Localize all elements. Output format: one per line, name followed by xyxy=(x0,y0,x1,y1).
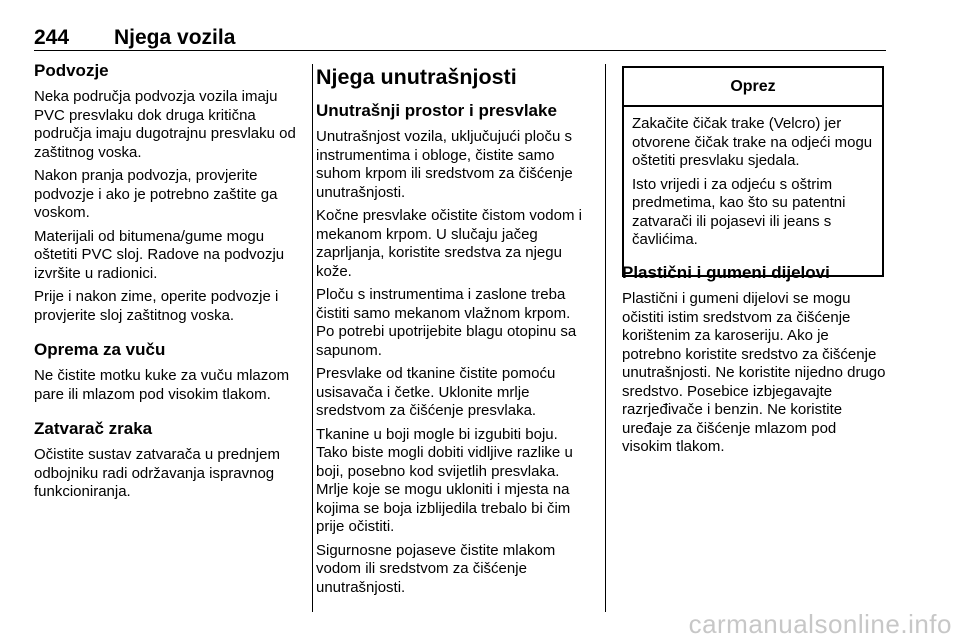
caution-box xyxy=(622,66,884,277)
paragraph: Plastični i gumeni dijelovi se mogu očistiti istim sredstvom za čišćenje korištenim za karoseriju. Ako je potrebno koristite sredstvo za čišćenje unutrašnjosti. Ne koristite nijedno drugo sredstvo. Posebice izbjegavajte razrjeđivače i benzin. Ne koristite uređaje za čišćenje mlazom pod visokim tlakom. xyxy=(622,290,886,455)
subsection-title: Unutrašnji prostor i presvlake xyxy=(316,101,557,120)
paragraph: Unutrašnjost vozila, uključujući ploču s instrumentima i obloge, čistite samo suhom krpom ili sredstvom za čišćenje unutrašnjosti. xyxy=(316,128,573,201)
middle-column xyxy=(316,60,592,602)
section-podvozje xyxy=(34,60,302,325)
section-title: Oprema za vuču xyxy=(34,340,166,359)
paragraph: Materijali od bitumena/gume mogu oštetiti PVC sloj. Radove na podvozju izvršite u radionici. xyxy=(34,227,285,282)
right-column xyxy=(622,262,890,462)
section-oprema-za-vucu xyxy=(34,339,302,404)
section-title: Njega unutrašnjosti xyxy=(316,65,517,89)
caution-title: Oprez xyxy=(624,68,882,107)
paragraph: Neka područja podvozja vozila imaju PVC presvlaku dok druga kritična područja imaju dugotrajnu presvlaku od zaštitnog voska. xyxy=(34,88,296,161)
section-zatvarac-zraka xyxy=(34,418,302,502)
page-number: 244 xyxy=(34,26,70,49)
column-divider xyxy=(605,64,606,612)
paragraph: Sigurnosne pojaseve čistite mlakom vodom ili sredstvom za čišćenje unutrašnjosti. xyxy=(316,541,556,596)
caution-body xyxy=(624,107,882,250)
paragraph: Prije i nakon zime, operite podvozje i provjerite sloj zaštitnog voska. xyxy=(34,288,279,324)
paragraph: Presvlake od tkanine čistite pomoću usisavača i četke. Uklonite mrlje sredstvom za čišćenje presvlaka. xyxy=(316,365,556,419)
left-column xyxy=(34,60,302,507)
watermark: carmanualsonline.info xyxy=(688,609,952,639)
section-title: Plastični i gumeni dijelovi xyxy=(622,263,830,282)
paragraph: Zakačite čičak trake (Velcro) jer otvorene čičak trake na odjeći mogu oštetiti presvlaku sjedala. xyxy=(632,115,873,169)
paragraph: Nakon pranja podvozja, provjerite podvozje i ako je potrebno zaštite ga voskom. xyxy=(34,167,278,221)
page-header xyxy=(34,26,886,51)
paragraph: Isto vrijedi i za odjeću s oštrim predmetima, kao što su patentni zatvarači ili pojasevi ili jeans s čavlićima. xyxy=(632,175,846,248)
paragraph: Očistite sustav zatvarača u prednjem odbojniku radi održavanja ispravnog funkcioniranja. xyxy=(34,446,280,500)
section-title: Zatvarač zraka xyxy=(34,419,153,438)
paragraph: Tkanine u boji mogle bi izgubiti boju. Tako biste mogli dobiti vidljive razlike u boji, posebno kod svijetlih presvlaka. Mrlje koje se mogu ukloniti i mjesta na kojima se boja izblijedila trebalo bi čim prije očistiti. xyxy=(316,425,573,535)
paragraph: Kočne presvlake očistite čistom vodom i mekanom krpom. U slučaju jačeg zaprljanja, koristite sredstva za njegu kože. xyxy=(316,207,582,280)
paragraph: Ploču s instrumentima i zaslone treba čistiti samo mekanom vlažnom krpom. Po potrebi upotrijebite blagu otopinu sa sapunom. xyxy=(316,286,577,359)
section-title: Podvozje xyxy=(34,61,109,80)
paragraph: Ne čistite motku kuke za vuču mlazom pare ili mlazom pod visokim tlakom. xyxy=(34,367,290,403)
column-divider xyxy=(312,64,313,612)
chapter-title: Njega vozila xyxy=(114,26,236,49)
